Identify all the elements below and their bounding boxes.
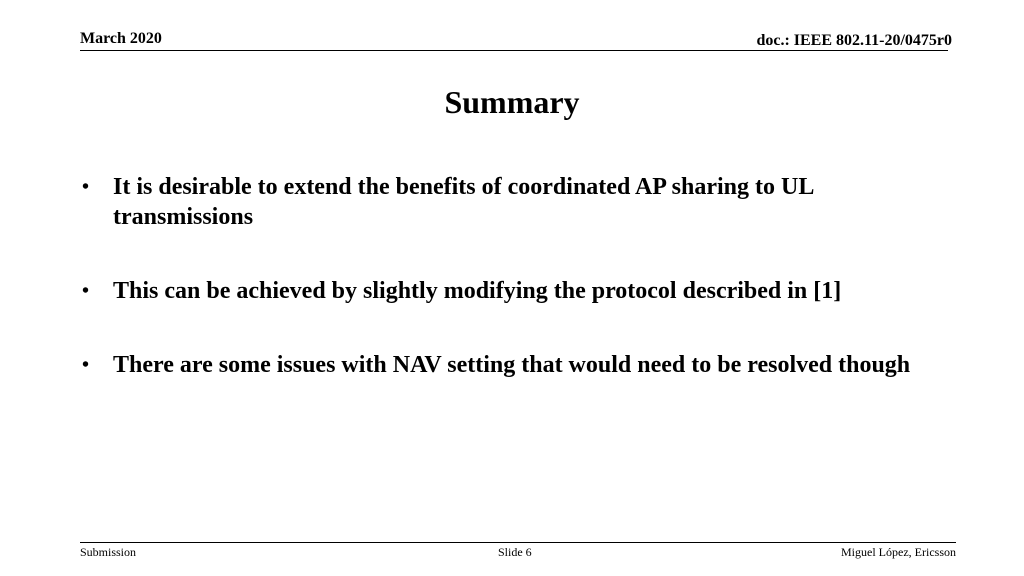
footer-author: Miguel López, Ericsson [841, 545, 956, 559]
footer-submission: Submission [80, 545, 137, 559]
footer-slide-number: Slide 6 [498, 545, 532, 559]
bullet-list [82, 172, 912, 424]
bullet-dot-icon: • [82, 280, 90, 302]
slide-title: Summary [444, 84, 580, 120]
bullet-dot-icon: • [82, 354, 90, 376]
bullet-item [82, 172, 912, 232]
bullet-item [82, 276, 912, 306]
header-doc-id: doc.: IEEE 802.11-20/0475r0 [756, 32, 952, 49]
bullet-item [82, 350, 912, 380]
bullet-text: This can be achieved by slightly modifying the protocol described in [1] [113, 278, 842, 304]
bullet-text: It is desirable to extend the benefits of coordinated AP sharing to UL transmissions [113, 174, 813, 230]
bullet-text: There are some issues with NAV setting that would need to be resolved though [113, 352, 911, 378]
header-date: March 2020 [80, 30, 162, 47]
header-divider [80, 50, 948, 51]
footer-divider [80, 542, 956, 543]
bullet-dot-icon: • [82, 176, 90, 198]
